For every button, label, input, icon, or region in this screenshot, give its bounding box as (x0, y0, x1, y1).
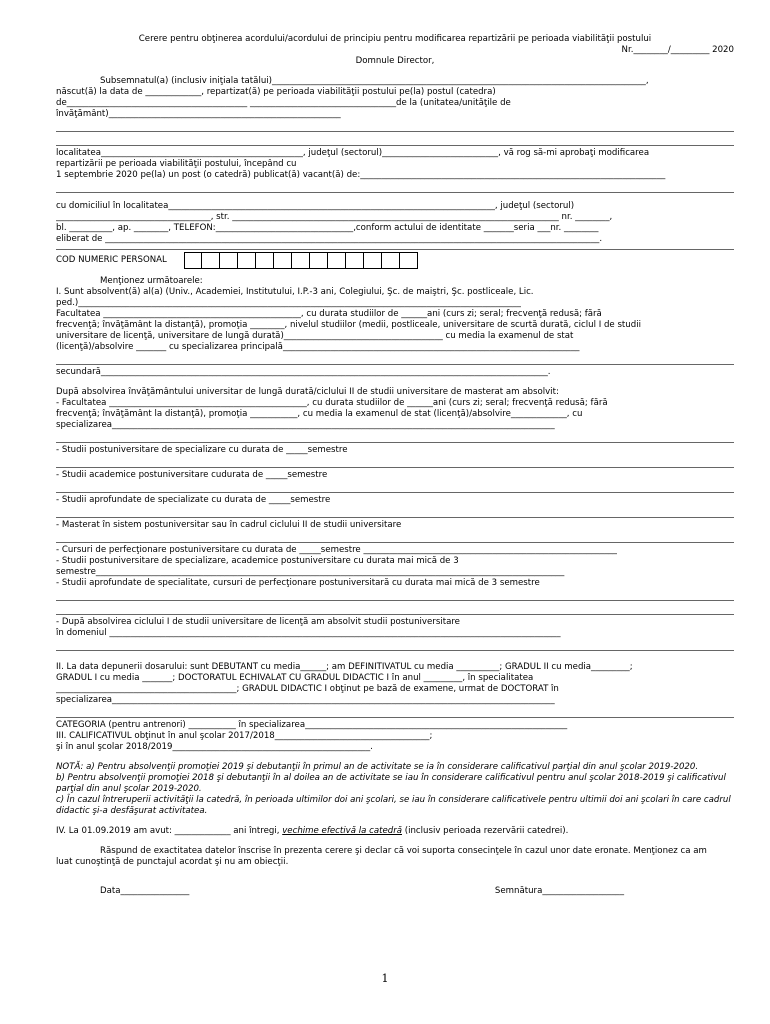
blank-line (56, 181, 734, 193)
seniority-underlined: vechime efectivă la catedră (282, 826, 402, 836)
note-c: c) În cazul întreruperii activităţii la catedră, în perioada ultimilor doi ani şcolari, se iau în considerare calificativele pentru ultimii doi ani şcolari în care cadrul didactic şi-a desfăşurat activitatea. (56, 795, 731, 816)
postgrad-advanced: - Studii aprofundate de specializate cu durata de _____semestre (56, 495, 331, 505)
address-line-2: ____________________________________, str. ____________________________________________________________________________ nr. ________, (56, 212, 613, 222)
status-line-2: GRADUL I cu media _______; DOCTORATUL ECHIVALAT CU GRADUL DIDACTIC I în anul _________, în specialitatea (56, 673, 534, 683)
cnp-digit-box[interactable] (274, 252, 292, 269)
postgrad-specialization: - Studii postuniversitare de specializare cu durata de _____semestre (56, 445, 348, 455)
salutation: Domnule Director, (355, 56, 435, 66)
seniority-post: (inclusiv perioada rezervării catedrei). (402, 826, 569, 836)
identity-line-3: de__________________________________________ __________________________________de la (unitatea/unităţile de (56, 98, 511, 108)
cnp-digit-box[interactable] (400, 252, 418, 269)
cnp-digit-box[interactable] (382, 252, 400, 269)
cnp-digit-box[interactable] (292, 252, 310, 269)
application-form (56, 34, 734, 897)
identity-line-6: repartizării pe perioada viabilităţii postului, începând cu (56, 159, 297, 169)
address-line-3: bl. __________, ap. ________, TELEFON:________________________________,conform actului de identitate _______seria ___nr. ________ (56, 223, 599, 233)
cnp-digit-box[interactable] (328, 252, 346, 269)
identity-line-7: 1 septembrie 2020 pe(la) un post (o catedră) publicat(ă) vacant(ă) de:_______________________________________________________________________ (56, 170, 666, 180)
cnp-digit-box[interactable] (310, 252, 328, 269)
masters-line-3: frecvenţă; învăţământ la distanţă), promoţia ___________, cu media la examenul de stat (licenţă)/absolvire_____________, cu (56, 409, 583, 419)
studies-line-5: universitare de licenţă, universitare de lungă durată)_____________________________________ cu media la examenul de stat (56, 331, 574, 341)
training-courses: - Cursuri de perfecţionare postuniversitare cu durata de _____semestre ___________________________________________________________ (56, 545, 617, 555)
cnp-digit-box[interactable] (202, 252, 220, 269)
studies-line-1: I. Sunt absolvent(ă) al(a) (Univ., Academiei, Institutului, I.P.-3 ani, Colegiului, Şc. de maiştri, Şc. postliceale, Lic. (56, 287, 534, 297)
cnp-digit-box[interactable] (364, 252, 382, 269)
short-postgrad-semestre: semestre_____________________________________________________________________________________________________________ (56, 567, 565, 577)
studies-line-7: secundară________________________________________________________________________________________________________. (56, 367, 551, 377)
masters-program: - Masterat în sistem postuniversitar sau în cadrul ciclului II de studii universitare (56, 520, 402, 530)
masters-intro: După absolvirea învăţământului universitar de lungă durată/ciclului II de studii universitare de masterat am absolvit: (56, 387, 559, 397)
blank-line (56, 353, 734, 365)
form-title: Cerere pentru obţinerea acordului/acordului de principiu pentru modificarea repartizării pe perioada viabilităţii postului (138, 34, 652, 44)
studies-intro: Menţionez următoarele: (100, 276, 203, 286)
blank-line (56, 506, 734, 518)
studies-line-2: ped.)_______________________________________________________________________________________________________ (56, 298, 521, 308)
identity-line-4: învăţământ)______________________________________________________ (56, 109, 341, 119)
blank-line (56, 120, 734, 132)
rating-2017-2018: III. CALIFICATIVUL obţinut în anul şcolar 2017/2018____________________________________; (56, 731, 433, 741)
footer-row (56, 886, 734, 897)
after-bachelor-domain: în domeniul _________________________________________________________________________________________________________ (56, 628, 561, 638)
declaration-line-2: luat cunoştinţă de punctajul acordat şi nu am obiecţii. (56, 857, 289, 867)
blank-line (56, 431, 734, 443)
note-a: NOTĂ: a) Pentru absolvenţii promoţiei 2019 şi debutanţii în primul an de activitate se ia în considerare calificativul parţial din anul şcolar 2019-2020. (56, 762, 699, 772)
declaration-line-1: Răspund de exactitatea datelor înscrise în prezenta cerere şi declar că voi suporta consecinţele în cazul unor date eronate. Menţionez ca am (100, 846, 707, 856)
blank-line (56, 639, 734, 651)
short-advanced: - Studii aprofundate de specialitate, cursuri de perfecţionare postuniversitară cu durata mai mică de 3 semestre (56, 578, 540, 588)
cnp-row (56, 249, 734, 270)
studies-line-4: frecvenţă; învăţământ la distanţă), promoţia ________, nivelul studiilor (medii, postliceale, universitare de scurtă durată, ciclul I de studii (56, 320, 641, 330)
blank-line (56, 589, 734, 601)
rating-2018-2019: şi în anul şcolar 2018/2019______________________________________________. (56, 742, 373, 752)
blank-line (56, 706, 734, 718)
address-line-1: cu domiciliul în localitatea____________________________________________________________________________, judeţul (sectorul) (56, 201, 575, 211)
signature-field[interactable]: Semnătura___________________ (494, 886, 624, 896)
blank-line (56, 531, 734, 543)
cnp-digit-box[interactable] (346, 252, 364, 269)
studies-line-3: Facultatea ______________________________________________, cu durata studiilor de ______ani (curs zi; seral; frecvenţă redusă; fără (56, 309, 602, 319)
address-line-4: eliberat de ___________________________________________________________________________________________________________________. (56, 234, 603, 244)
cnp-label: COD NUMERIC PERSONAL (56, 254, 167, 265)
masters-line-4: specializarea_______________________________________________________________________________________________________ (56, 420, 555, 430)
blank-line (56, 134, 734, 146)
date-field[interactable]: Data________________ (100, 886, 190, 896)
cnp-digit-box[interactable] (256, 252, 274, 269)
cnp-digit-box[interactable] (220, 252, 238, 269)
category-line: CATEGORIA (pentru antrenori) ___________ în specializarea_____________________________________________________________ (56, 720, 568, 730)
note-b: b) Pentru absolvenţii promoţiei 2018 şi debutanţii în al doilea an de activitate se iau în considerare calificativul pentru anul şcolar 2018-2019 şi calificativul parţial din anul şcolar 2019-2020. (56, 773, 726, 794)
masters-line-2: - Facultatea ______________________________________________, cu durata studiilor de ______ani (curs zi; seral; frecvenţă redusă; fără (56, 398, 608, 408)
cnp-digit-box[interactable] (238, 252, 256, 269)
blank-line (56, 481, 734, 493)
postgrad-academic: - Studii academice postuniversitare cudurata de _____semestre (56, 470, 328, 480)
seniority-pre: IV. La 01.09.2019 am avut: _____________ ani întregi, (56, 826, 283, 836)
identity-line-5: localitatea_______________________________________________, judeţul (sectorul)___________________________, vă rog să-mi aprobaţi modificarea (56, 148, 650, 158)
blank-line (56, 603, 734, 615)
status-line-3: __________________________________________; GRADUL DIDACTIC I obţinut pe bază de examene, urmat de DOCTORAT în (56, 684, 559, 694)
seniority-line (56, 826, 734, 837)
identity-line-1: Subsemnatul(a) (inclusiv iniţiala tatălui)_______________________________________________________________________________________, (100, 76, 649, 86)
short-postgrad: - Studii postuniversitare de specializare, academice postuniversitare cu durata mai mică de 3 (56, 556, 459, 566)
registration-number: Nr.________/_________ 2020 (621, 45, 734, 55)
status-line-4: specializarea_______________________________________________________________________________________________________ (56, 695, 555, 705)
cnp-digit-box[interactable] (184, 252, 202, 269)
after-bachelor: - După absolvirea ciclului I de studii universitare de licenţă am absolvit studii postuniversitare (56, 617, 460, 627)
page-number: 1 (381, 972, 389, 985)
identity-line-2: născut(ă) la data de _____________, repartizat(ă) pe perioada viabilităţii postului pe(la) postul (catedra) (56, 87, 496, 97)
blank-line (56, 456, 734, 468)
studies-line-6: (licenţă)/absolvire _______ cu specializarea principală_____________________________________________________________________ (56, 342, 580, 352)
status-line-1: II. La data depunerii dosarului: sunt DEBUTANT cu media______; am DEFINITIVATUL cu media __________; GRADUL II cu media_________; (56, 662, 633, 672)
